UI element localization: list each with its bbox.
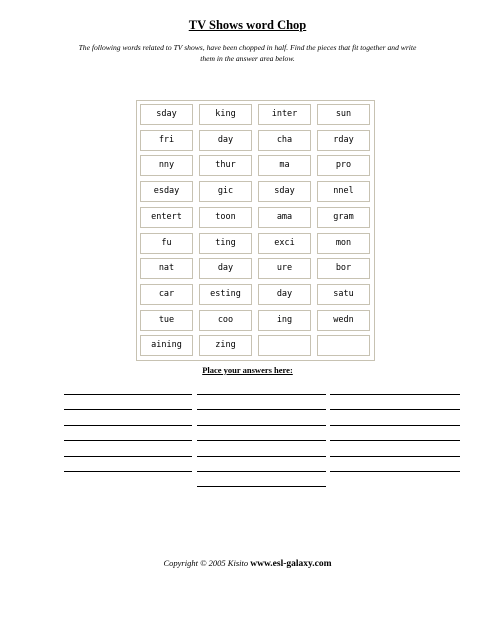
answer-line [330, 425, 460, 426]
grid-cell: fri [140, 130, 193, 151]
grid-cell: ma [258, 155, 311, 176]
grid-cell: nny [140, 155, 193, 176]
grid-cell: gic [199, 181, 252, 202]
grid-cell: sday [140, 104, 193, 125]
grid-cell: satu [317, 284, 370, 305]
grid-cell: mon [317, 233, 370, 254]
grid-cell: day [199, 258, 252, 279]
answer-line [330, 394, 460, 395]
grid-cell: aining [140, 335, 193, 356]
grid-cell: pro [317, 155, 370, 176]
grid-cell: sun [317, 104, 370, 125]
grid-cell: day [199, 130, 252, 151]
word-grid [136, 100, 375, 361]
answer-line [330, 471, 460, 472]
answer-line [330, 440, 460, 441]
instructions [60, 43, 435, 64]
grid-cell: inter [258, 104, 311, 125]
grid-cell: exci [258, 233, 311, 254]
answer-line [197, 471, 326, 472]
grid-cell: nat [140, 258, 193, 279]
instructions-line-2: them in the answer area below. [200, 53, 295, 63]
grid-cell: esday [140, 181, 193, 202]
grid-cell: toon [199, 207, 252, 228]
grid-cell: entert [140, 207, 193, 228]
grid-cell: rday [317, 130, 370, 151]
answer-line [197, 425, 326, 426]
grid-cell: bor [317, 258, 370, 279]
instructions-line-1: The following words related to TV shows, have been chopped in half. Find the pieces that fit together and write [78, 43, 417, 52]
grid-cell: esting [199, 284, 252, 305]
answer-line [197, 440, 326, 441]
copyright-text: Copyright © 2005 Kisito [163, 558, 249, 568]
answer-line [64, 425, 192, 426]
grid-cell: day [258, 284, 311, 305]
answer-line [330, 409, 460, 410]
grid-cell: zing [199, 335, 252, 356]
grid-cell: gram [317, 207, 370, 228]
grid-cell: sday [258, 181, 311, 202]
answer-line [64, 456, 192, 457]
answer-line [197, 486, 326, 487]
grid-cell [317, 335, 370, 356]
footer [0, 558, 495, 569]
answer-line [197, 409, 326, 410]
grid-cell: ama [258, 207, 311, 228]
grid-cell: ure [258, 258, 311, 279]
answer-line [197, 394, 326, 395]
grid-cell: fu [140, 233, 193, 254]
answer-line [330, 456, 460, 457]
grid-cell: coo [199, 310, 252, 331]
answer-line [64, 394, 192, 395]
answer-line [197, 456, 326, 457]
grid-cell: ting [199, 233, 252, 254]
grid-cell: king [199, 104, 252, 125]
answer-line [64, 409, 192, 410]
grid-cell: cha [258, 130, 311, 151]
grid-cell: ing [258, 310, 311, 331]
grid-cell: nnel [317, 181, 370, 202]
grid-cell: wedn [317, 310, 370, 331]
grid-cell: thur [199, 155, 252, 176]
grid-cell: car [140, 284, 193, 305]
answers-heading: Place your answers here: [202, 365, 293, 375]
grid-cell [258, 335, 311, 356]
site-link[interactable]: www.esl-galaxy.com [250, 559, 332, 569]
answer-line [64, 471, 192, 472]
grid-cell: tue [140, 310, 193, 331]
answer-line [64, 440, 192, 441]
page-title: TV Shows word Chop [188, 18, 307, 32]
